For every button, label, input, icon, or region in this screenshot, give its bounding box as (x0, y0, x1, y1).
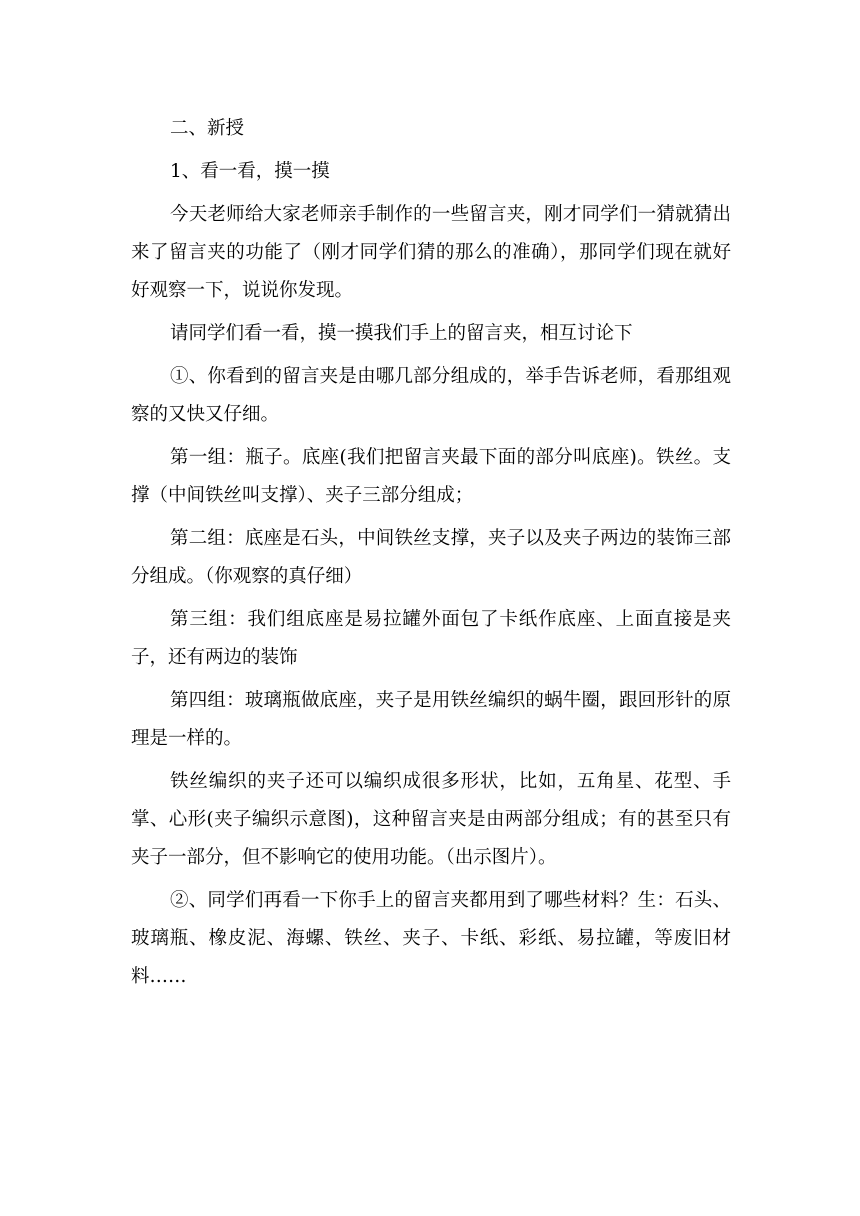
paragraph: 今天老师给大家老师亲手制作的一些留言夹，刚才同学们一猜就猜出来了留言夹的功能了（刚才同学们猜的那么的准确），那同学们现在就好好观察一下，说说你发现。 (131, 204, 731, 301)
paragraph: 第一组：瓶子。底座(我们把留言夹最下面的部分叫底座)。铁丝。支撑（中间铁丝叫支撑）、夹子三部分组成； (131, 447, 731, 506)
paragraph: 第四组：玻璃瓶做底座，夹子是用铁丝编织的蜗牛圈，跟回形针的原理是一样的。 (131, 690, 731, 749)
section-heading: 二、新授 (170, 118, 245, 139)
paragraph: ①、你看到的留言夹是由哪几部分组成的，举手告诉老师，看那组观察的又快又仔细。 (131, 366, 731, 425)
paragraph: 请同学们看一看，摸一摸我们手上的留言夹，相互讨论下 (170, 323, 633, 344)
document-body (131, 110, 731, 996)
paragraph: 第三组：我们组底座是易拉罐外面包了卡纸作底座、上面直接是夹子，还有两边的装饰 (131, 609, 731, 668)
paragraph: ②、同学们再看一下你手上的留言夹都用到了哪些材料？生：石头、玻璃瓶、橡皮泥、海螺、铁丝、夹子、卡纸、彩纸、易拉罐，等废旧材料…… (131, 890, 731, 987)
paragraph: 第二组：底座是石头，中间铁丝支撑，夹子以及夹子两边的装饰三部分组成。（你观察的真仔细） (131, 528, 731, 587)
subsection-heading: 1、看一看，摸一摸 (170, 161, 330, 182)
paragraph: 铁丝编织的夹子还可以编织成很多形状，比如，五角星、花型、手掌、心形(夹子编织示意图)，这种留言夹是由两部分组成；有的甚至只有夹子一部分，但不影响它的使用功能。（出示图片）。 (131, 771, 731, 868)
